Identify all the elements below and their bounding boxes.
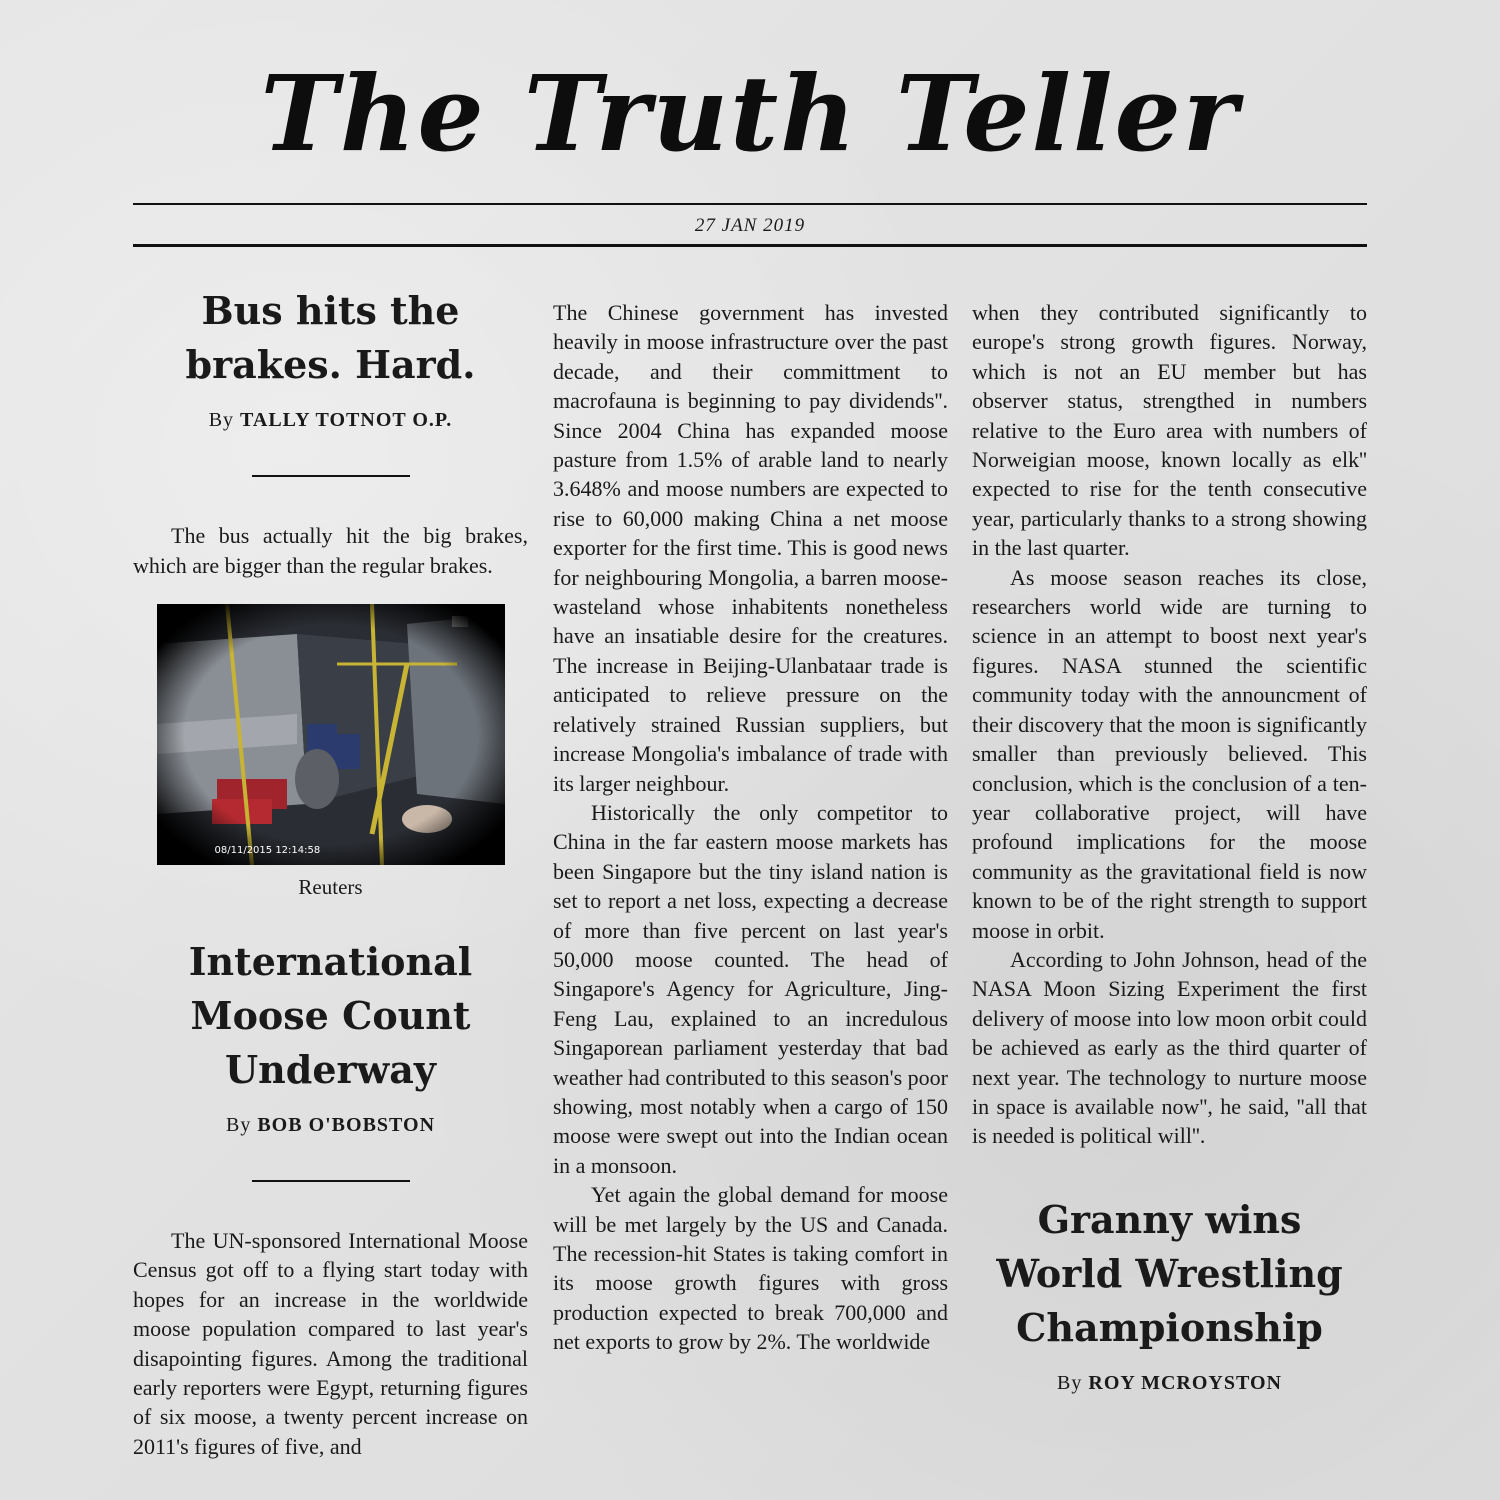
byline-prefix: By: [225, 1113, 252, 1136]
byline-prefix: By: [1057, 1371, 1083, 1394]
column-1: [133, 288, 528, 1461]
bus-photo-caption: Reuters: [298, 875, 363, 900]
bus-divider: [252, 475, 410, 477]
granny-byline: [972, 1369, 1367, 1398]
moose-paragraph-3: Historically the only competitor to China in the far eastern moose markets has been Singapore but the tiny island nation is set to report a net loss, expecting a decrease of more than five percent on last year's 50,000 moose counted. The head of Singapore's Agency for Agriculture, Jing-Feng Lau, explained to an incredulous Singaporean parliament yesterday that bad weather had contributed to this season's poor showing, most notably when a cargo of 150 moose were swept out into the Indian ocean in a monsoon.: [553, 799, 948, 1178]
bus-body: The bus actually hit the big brakes, which are bigger than the regular brakes.: [133, 523, 528, 578]
granny-author: ROY MCROYSTON: [1088, 1371, 1282, 1394]
moose-paragraph-1: The UN-sponsored International Moose Census got off to a flying start today with hopes for an increase in the worldwide moose population compared to last year's disapointing figures. Among the traditional early reporters were Egypt, returning figures of six moose, a twenty percent increase on 2011's figures of five, and: [133, 1228, 528, 1459]
masthead-title: The Truth Teller: [260, 52, 1240, 175]
moose-author: BOB O'BOBSTON: [257, 1113, 436, 1136]
moose-divider: [252, 1180, 410, 1182]
moose-paragraph-6: As moose season reaches its close, researchers world wide are turning to science in an attempt to boost next year's figures. NASA stunned the scientific community today with the announcment of their discovery that the moon is significantly smaller than previously believed. This conclusion, which is the conclusion of a ten-year collaborative project, will have profound implications for the moose community as the gravitational field is now known to be of the right strength to support moose in orbit.: [972, 564, 1367, 943]
moose-headline: International Moose Count Underway: [188, 938, 473, 1092]
photo-timestamp: 08/11/2015 12:14:58: [214, 845, 321, 857]
bus-photo: [157, 604, 505, 865]
moose-byline: [133, 1111, 528, 1140]
granny-headline: Granny wins World Wrestling Championship: [996, 1196, 1343, 1350]
bus-headline: Bus hits the brakes. Hard.: [185, 288, 476, 387]
moose-paragraph-4: Yet again the global demand for moose will be met largely by the US and Canada. The recession-hit States is taking comfort in its moose growth figures with gross production expected to break 700,000 and net exports to grow by 2%. The worldwide: [553, 1182, 948, 1355]
column-2: [553, 298, 948, 1357]
moose-paragraph-7: According to John Johnson, head of the NASA Moon Sizing Experiment the first delivery of moose into low moon orbit could be achieved as early as the third quarter of next year. The technology to nurture moose in space is available now'', he said, ''all that is needed is political will''.: [972, 946, 1367, 1149]
dateline: 27 JAN 2019: [694, 215, 806, 236]
moose-paragraph-2: The Chinese government has invested heavily in moose infrastructure over the past decade, and their committment to macrofauna is beginning to pay dividends''. Since 2004 China has expanded moose pasture from 1.5% of arable land to nearly 3.648% and moose numbers are expected to rise to 60,000 making China a net moose exporter for the first time. This is good news for neighbouring Mongolia, a barren moose-wasteland whose inhabitents nonetheless have an insatiable desire for the creatures. The increase in Beijing-Ulanbataar trade is anticipated to relieve pressure on the relatively strained Russian suppliers, but increase Mongolia's imbalance of trade with its larger neighbour.: [553, 300, 948, 796]
masthead-rule-bottom: [133, 244, 1367, 247]
moose-paragraph-5: when they contributed significantly to europe's strong growth figures. Norway, which is not an EU member but has observer status, strengthed in numbers relative to the Euro area with numbers of Norweigian moose, known locally as elk'' expected to rise for the tenth consecutive year, particularly thanks to a strong showing in the last quarter.: [972, 300, 1367, 561]
column-3: [972, 298, 1367, 1398]
masthead-rule-top: [133, 203, 1367, 205]
bus-author: TALLY TOTNOT O.P.: [240, 409, 453, 431]
bus-byline: [133, 406, 528, 435]
byline-prefix: By: [208, 409, 235, 431]
